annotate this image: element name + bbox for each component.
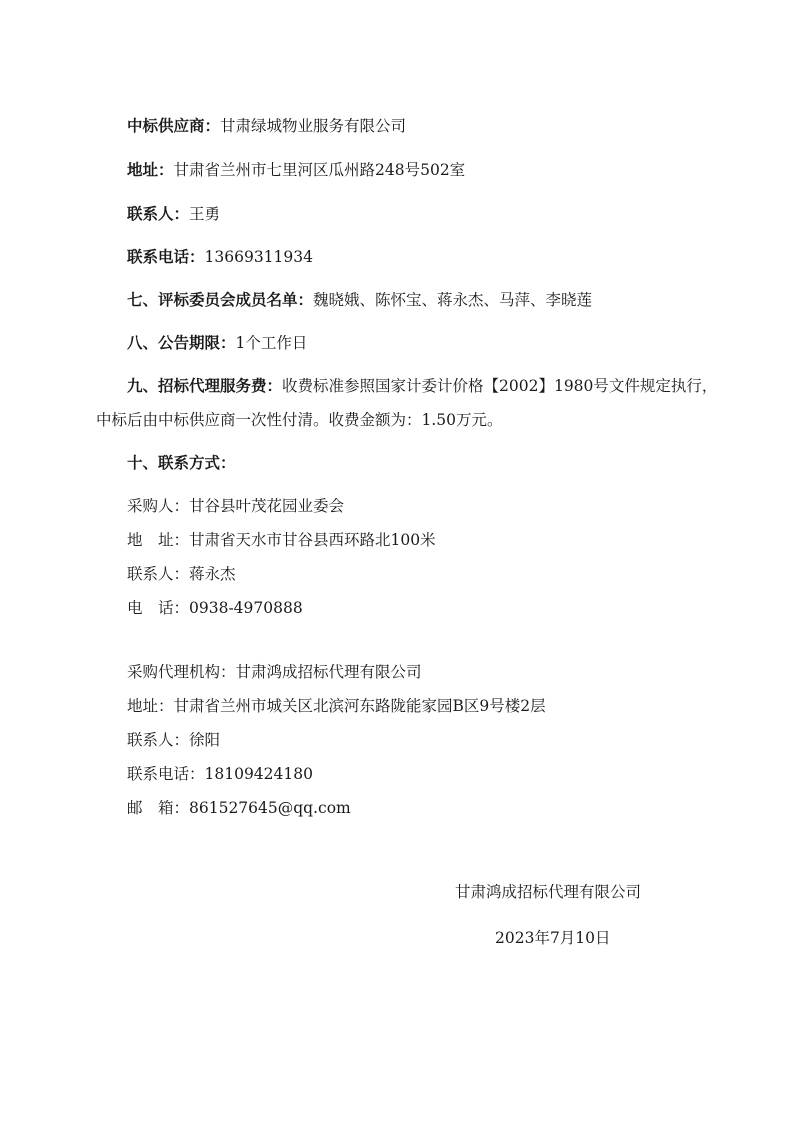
- winner-supplier-value: 甘肃绿城物业服务有限公司: [220, 117, 407, 135]
- agency-name: 采购代理机构：甘肃鸿成招标代理有限公司: [127, 663, 422, 681]
- contact-section-heading: [127, 453, 236, 473]
- contact-section-label: 十、联系方式：: [127, 454, 236, 472]
- winner-supplier-label: 中标供应商：: [127, 117, 221, 135]
- notice-period-label: 八、公告期限：: [127, 334, 236, 352]
- agency-fee-line-1: [127, 376, 717, 396]
- purchaser-address: 地 址：甘肃省天水市甘谷县西环路北100米: [127, 531, 436, 549]
- committee-label: 七、评标委员会成员名单：: [127, 291, 314, 309]
- winner-contact-value: 王勇: [189, 205, 221, 223]
- winner-phone-value: 13669311934: [204, 248, 313, 266]
- winner-phone-label: 联系电话：: [127, 248, 205, 266]
- notice-period-value: 1个工作日: [235, 334, 308, 352]
- agency-fee-value-2: 中标后由中标供应商一次性付清。收费金额为：1.50万元。: [96, 411, 503, 429]
- signature-company: 甘肃鸿成招标代理有限公司: [455, 883, 642, 901]
- agency-fee-value-1: 收费标准参照国家计委计价格【2002】1980号文件规定执行，: [282, 377, 718, 395]
- agency-phone: 联系电话：18109424180: [127, 765, 313, 783]
- agency-fee-line-2: [96, 410, 503, 430]
- winner-address-label: 地址：: [127, 161, 174, 179]
- agency-contact: 联系人：徐阳: [127, 731, 221, 749]
- winner-contact-line: [127, 204, 220, 224]
- winner-address-line: [127, 160, 465, 180]
- purchaser-name: 采购人：甘谷县叶茂花园业委会: [127, 497, 345, 515]
- notice-period-line: [127, 333, 307, 353]
- winner-supplier-line: [127, 116, 406, 136]
- winner-address-value: 甘肃省兰州市七里河区瓜州路248号502室: [173, 161, 466, 179]
- purchaser-contact: 联系人：蒋永杰: [127, 565, 236, 583]
- agency-email: 邮 箱：861527645@qq.com: [127, 799, 351, 817]
- agency-fee-label: 九、招标代理服务费：: [127, 377, 283, 395]
- agency-address: 地址：甘肃省兰州市城关区北滨河东路陇能家园B区9号楼2层: [127, 697, 546, 715]
- signature-date: 2023年7月10日: [495, 929, 611, 947]
- committee-value: 魏晓娥、陈怀宝、蒋永杰、马萍、李晓莲: [313, 291, 593, 309]
- winner-phone-line: [127, 247, 313, 267]
- purchaser-phone: 电 话：0938-4970888: [127, 599, 303, 617]
- committee-line: [127, 290, 592, 310]
- winner-contact-label: 联系人：: [127, 205, 190, 223]
